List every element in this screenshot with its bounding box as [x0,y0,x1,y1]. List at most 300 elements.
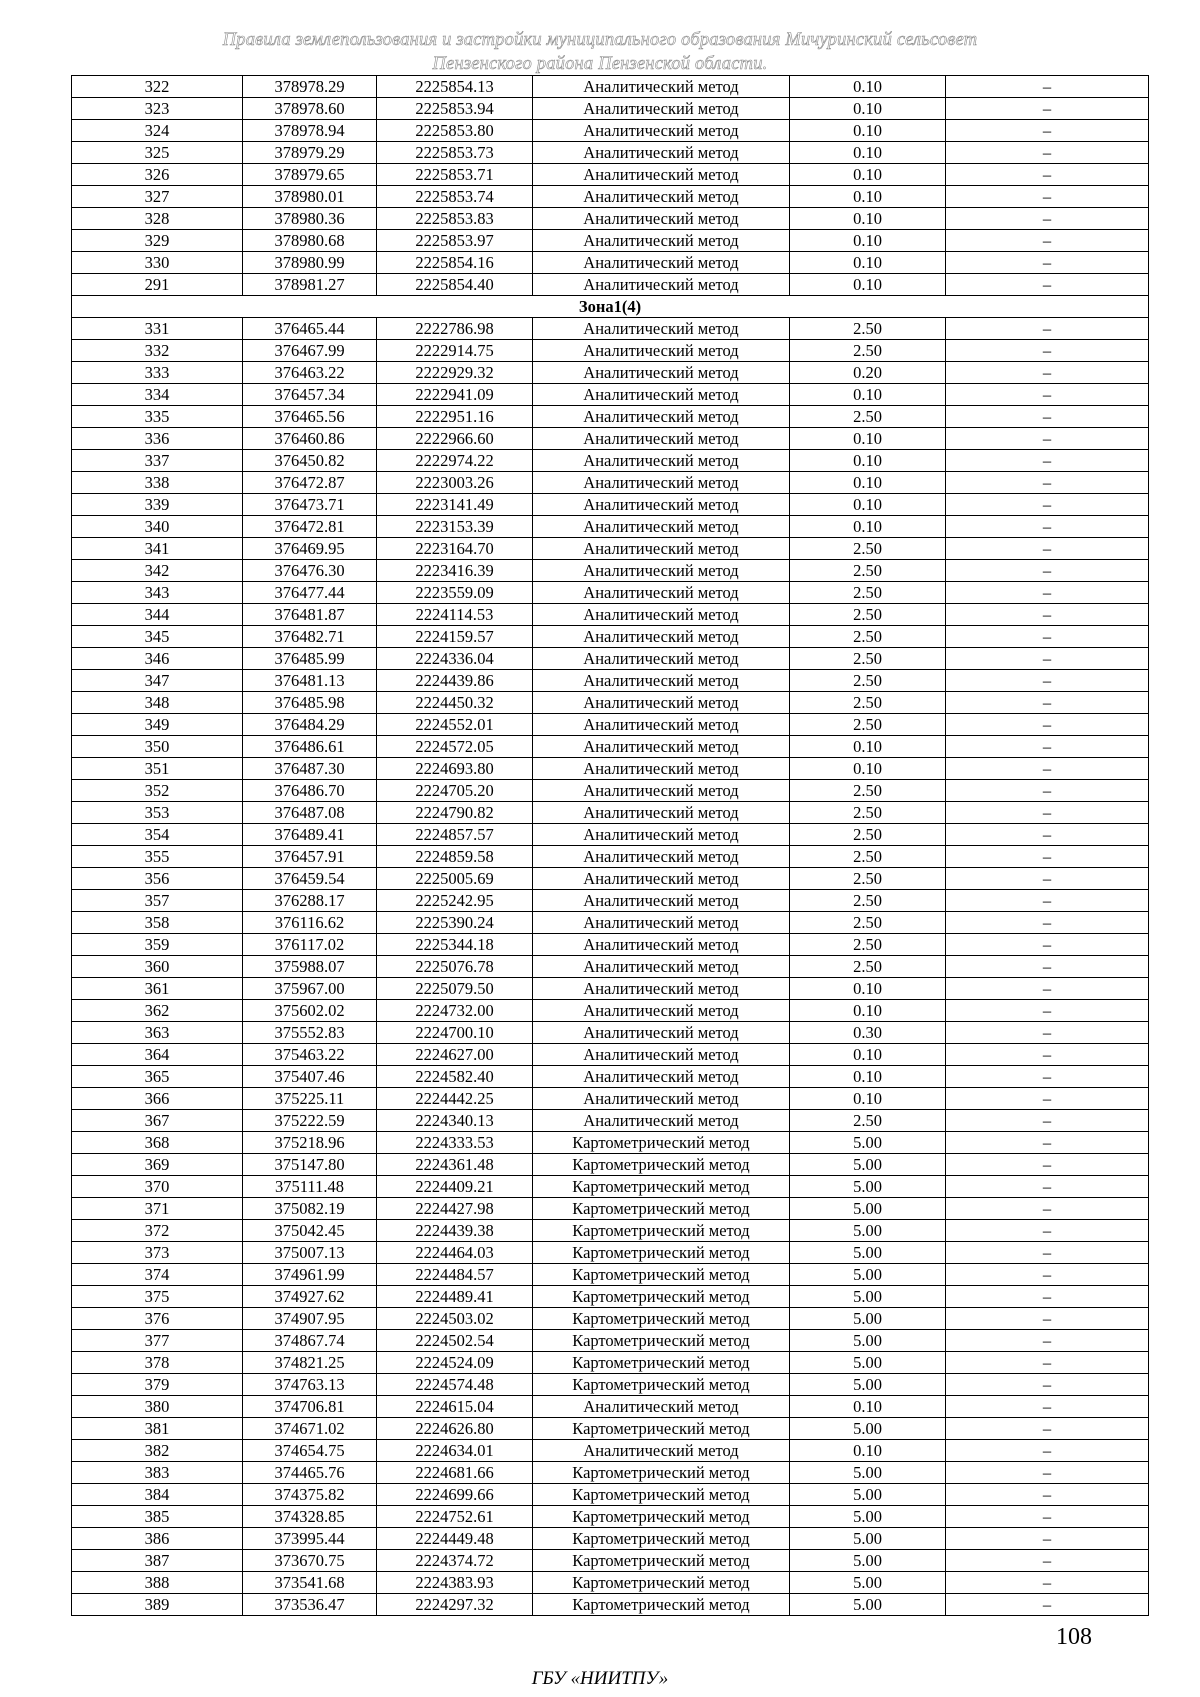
point-number-cell: 349 [72,714,243,736]
x-coordinate-cell: 375967.00 [243,978,377,1000]
table-row [72,1198,1149,1220]
accuracy-cell: 2.50 [790,780,946,802]
description-cell: – [946,780,1149,802]
y-coordinate-cell: 2222914.75 [377,340,533,362]
accuracy-cell: 5.00 [790,1330,946,1352]
method-cell: Картометрический метод [533,1286,790,1308]
point-number-cell: 368 [72,1132,243,1154]
table-row [72,1242,1149,1264]
table-row [72,1220,1149,1242]
accuracy-cell: 2.50 [790,538,946,560]
y-coordinate-cell: 2224693.80 [377,758,533,780]
x-coordinate-cell: 378979.65 [243,164,377,186]
table-row [72,428,1149,450]
description-cell: – [946,186,1149,208]
accuracy-cell: 5.00 [790,1308,946,1330]
accuracy-cell: 2.50 [790,692,946,714]
y-coordinate-cell: 2224450.32 [377,692,533,714]
accuracy-cell: 5.00 [790,1286,946,1308]
x-coordinate-cell: 374763.13 [243,1374,377,1396]
method-cell: Аналитический метод [533,1396,790,1418]
x-coordinate-cell: 374328.85 [243,1506,377,1528]
header-line-1: Правила землепользования и застройки муниципального образования Мичуринский сельсовет [222,30,978,50]
accuracy-cell: 5.00 [790,1374,946,1396]
x-coordinate-cell: 376482.71 [243,626,377,648]
table-row [72,164,1149,186]
table-row [72,1066,1149,1088]
method-cell: Аналитический метод [533,230,790,252]
y-coordinate-cell: 2224790.82 [377,802,533,824]
point-number-cell: 345 [72,626,243,648]
method-cell: Аналитический метод [533,208,790,230]
x-coordinate-cell: 376486.61 [243,736,377,758]
y-coordinate-cell: 2224574.48 [377,1374,533,1396]
method-cell: Аналитический метод [533,1066,790,1088]
method-cell: Картометрический метод [533,1528,790,1550]
y-coordinate-cell: 2225853.73 [377,142,533,164]
point-number-cell: 355 [72,846,243,868]
accuracy-cell: 5.00 [790,1154,946,1176]
accuracy-cell: 5.00 [790,1550,946,1572]
method-cell: Картометрический метод [533,1198,790,1220]
x-coordinate-cell: 378981.27 [243,274,377,296]
accuracy-cell: 5.00 [790,1176,946,1198]
point-number-cell: 381 [72,1418,243,1440]
table-row [72,538,1149,560]
method-cell: Аналитический метод [533,1044,790,1066]
x-coordinate-cell: 378978.60 [243,98,377,120]
x-coordinate-cell: 375007.13 [243,1242,377,1264]
method-cell: Аналитический метод [533,472,790,494]
accuracy-cell: 5.00 [790,1132,946,1154]
method-cell: Аналитический метод [533,384,790,406]
y-coordinate-cell: 2224361.48 [377,1154,533,1176]
document-footer: ГБУ «НИИТПУ» [531,1668,669,1689]
point-number-cell: 382 [72,1440,243,1462]
description-cell: – [946,1044,1149,1066]
x-coordinate-cell: 374907.95 [243,1308,377,1330]
table-row [72,582,1149,604]
point-number-cell: 387 [72,1550,243,1572]
y-coordinate-cell: 2225344.18 [377,934,533,956]
accuracy-cell: 2.50 [790,604,946,626]
y-coordinate-cell: 2224503.02 [377,1308,533,1330]
point-number-cell: 377 [72,1330,243,1352]
accuracy-cell: 2.50 [790,626,946,648]
x-coordinate-cell: 376465.44 [243,318,377,340]
y-coordinate-cell: 2224489.41 [377,1286,533,1308]
table-row [72,274,1149,296]
table-row [72,98,1149,120]
point-number-cell: 329 [72,230,243,252]
y-coordinate-cell: 2224297.32 [377,1594,533,1616]
x-coordinate-cell: 378980.36 [243,208,377,230]
point-number-cell: 351 [72,758,243,780]
accuracy-cell: 2.50 [790,582,946,604]
table-row [72,1594,1149,1616]
table-row [72,340,1149,362]
point-number-cell: 322 [72,76,243,98]
point-number-cell: 364 [72,1044,243,1066]
point-number-cell: 342 [72,560,243,582]
point-number-cell: 323 [72,98,243,120]
method-cell: Картометрический метод [533,1330,790,1352]
table-row [72,384,1149,406]
description-cell: – [946,142,1149,164]
accuracy-cell: 5.00 [790,1594,946,1616]
point-number-cell: 353 [72,802,243,824]
point-number-cell: 336 [72,428,243,450]
accuracy-cell: 0.10 [790,120,946,142]
table-row [72,648,1149,670]
y-coordinate-cell: 2224700.10 [377,1022,533,1044]
x-coordinate-cell: 374961.99 [243,1264,377,1286]
y-coordinate-cell: 2224333.53 [377,1132,533,1154]
y-coordinate-cell: 2222966.60 [377,428,533,450]
point-number-cell: 335 [72,406,243,428]
method-cell: Аналитический метод [533,890,790,912]
x-coordinate-cell: 375463.22 [243,1044,377,1066]
y-coordinate-cell: 2224732.00 [377,1000,533,1022]
table-row [72,670,1149,692]
point-number-cell: 385 [72,1506,243,1528]
y-coordinate-cell: 2224449.48 [377,1528,533,1550]
description-cell: – [946,692,1149,714]
table-row [72,714,1149,736]
x-coordinate-cell: 374706.81 [243,1396,377,1418]
coordinates-table-body [72,76,1149,1616]
description-cell: – [946,494,1149,516]
y-coordinate-cell: 2224442.25 [377,1088,533,1110]
description-cell: – [946,1066,1149,1088]
method-cell: Аналитический метод [533,252,790,274]
y-coordinate-cell: 2224572.05 [377,736,533,758]
table-row [72,1154,1149,1176]
point-number-cell: 373 [72,1242,243,1264]
description-cell: – [946,846,1149,868]
description-cell: – [946,252,1149,274]
description-cell: – [946,604,1149,626]
x-coordinate-cell: 376288.17 [243,890,377,912]
accuracy-cell: 2.50 [790,1110,946,1132]
description-cell: – [946,428,1149,450]
description-cell: – [946,1374,1149,1396]
table-row [72,142,1149,164]
point-number-cell: 384 [72,1484,243,1506]
description-cell: – [946,164,1149,186]
y-coordinate-cell: 2223164.70 [377,538,533,560]
accuracy-cell: 0.10 [790,1396,946,1418]
method-cell: Аналитический метод [533,714,790,736]
accuracy-cell: 0.10 [790,516,946,538]
y-coordinate-cell: 2224439.38 [377,1220,533,1242]
y-coordinate-cell: 2224427.98 [377,1198,533,1220]
accuracy-cell: 5.00 [790,1572,946,1594]
point-number-cell: 366 [72,1088,243,1110]
x-coordinate-cell: 374927.62 [243,1286,377,1308]
y-coordinate-cell: 2224857.57 [377,824,533,846]
accuracy-cell: 2.50 [790,912,946,934]
accuracy-cell: 2.50 [790,956,946,978]
table-row [72,736,1149,758]
y-coordinate-cell: 2223416.39 [377,560,533,582]
x-coordinate-cell: 375222.59 [243,1110,377,1132]
method-cell: Аналитический метод [533,1440,790,1462]
table-row [72,230,1149,252]
y-coordinate-cell: 2224681.66 [377,1462,533,1484]
method-cell: Аналитический метод [533,802,790,824]
description-cell: – [946,98,1149,120]
point-number-cell: 334 [72,384,243,406]
accuracy-cell: 5.00 [790,1220,946,1242]
header-line-2: Пензенского района Пензенской области. [432,54,768,74]
point-number-cell: 324 [72,120,243,142]
method-cell: Аналитический метод [533,494,790,516]
table-row [72,1396,1149,1418]
accuracy-cell: 0.10 [790,98,946,120]
description-cell: – [946,1418,1149,1440]
x-coordinate-cell: 376476.30 [243,560,377,582]
description-cell: – [946,736,1149,758]
accuracy-cell: 2.50 [790,890,946,912]
accuracy-cell: 0.10 [790,736,946,758]
x-coordinate-cell: 375082.19 [243,1198,377,1220]
method-cell: Картометрический метод [533,1462,790,1484]
y-coordinate-cell: 2224114.53 [377,604,533,626]
point-number-cell: 372 [72,1220,243,1242]
table-row [72,1418,1149,1440]
zone-header-row [72,296,1149,318]
accuracy-cell: 0.10 [790,1000,946,1022]
method-cell: Картометрический метод [533,1308,790,1330]
point-number-cell: 352 [72,780,243,802]
table-row [72,252,1149,274]
method-cell: Аналитический метод [533,362,790,384]
point-number-cell: 331 [72,318,243,340]
description-cell: – [946,538,1149,560]
x-coordinate-cell: 375407.46 [243,1066,377,1088]
accuracy-cell: 5.00 [790,1528,946,1550]
y-coordinate-cell: 2225853.74 [377,186,533,208]
description-cell: – [946,1308,1149,1330]
y-coordinate-cell: 2224336.04 [377,648,533,670]
method-cell: Аналитический метод [533,846,790,868]
y-coordinate-cell: 2224159.57 [377,626,533,648]
point-number-cell: 328 [72,208,243,230]
description-cell: – [946,824,1149,846]
page-number: 108 [1056,1624,1092,1650]
y-coordinate-cell: 2223141.49 [377,494,533,516]
accuracy-cell: 2.50 [790,868,946,890]
x-coordinate-cell: 376463.22 [243,362,377,384]
y-coordinate-cell: 2225854.13 [377,76,533,98]
y-coordinate-cell: 2224626.80 [377,1418,533,1440]
x-coordinate-cell: 376481.13 [243,670,377,692]
x-coordinate-cell: 376457.34 [243,384,377,406]
description-cell: – [946,868,1149,890]
point-number-cell: 333 [72,362,243,384]
method-cell: Картометрический метод [533,1594,790,1616]
point-number-cell: 379 [72,1374,243,1396]
table-row [72,846,1149,868]
accuracy-cell: 2.50 [790,670,946,692]
description-cell: – [946,406,1149,428]
table-row [72,1000,1149,1022]
table-row [72,406,1149,428]
x-coordinate-cell: 374671.02 [243,1418,377,1440]
x-coordinate-cell: 378980.01 [243,186,377,208]
table-row [72,1132,1149,1154]
y-coordinate-cell: 2224502.54 [377,1330,533,1352]
x-coordinate-cell: 376460.86 [243,428,377,450]
accuracy-cell: 5.00 [790,1242,946,1264]
description-cell: – [946,1286,1149,1308]
table-row [72,1330,1149,1352]
description-cell: – [946,714,1149,736]
x-coordinate-cell: 374867.74 [243,1330,377,1352]
y-coordinate-cell: 2224627.00 [377,1044,533,1066]
method-cell: Аналитический метод [533,956,790,978]
x-coordinate-cell: 376465.56 [243,406,377,428]
accuracy-cell: 2.50 [790,340,946,362]
method-cell: Картометрический метод [533,1176,790,1198]
y-coordinate-cell: 2225854.16 [377,252,533,274]
accuracy-cell: 0.10 [790,1440,946,1462]
table-row [72,1088,1149,1110]
accuracy-cell: 5.00 [790,1506,946,1528]
point-number-cell: 388 [72,1572,243,1594]
accuracy-cell: 5.00 [790,1264,946,1286]
x-coordinate-cell: 378978.29 [243,76,377,98]
description-cell: – [946,472,1149,494]
x-coordinate-cell: 375225.11 [243,1088,377,1110]
y-coordinate-cell: 2224859.58 [377,846,533,868]
table-row [72,1264,1149,1286]
accuracy-cell: 0.10 [790,274,946,296]
x-coordinate-cell: 375147.80 [243,1154,377,1176]
description-cell: – [946,1506,1149,1528]
y-coordinate-cell: 2225853.94 [377,98,533,120]
method-cell: Аналитический метод [533,626,790,648]
description-cell: – [946,516,1149,538]
method-cell: Аналитический метод [533,406,790,428]
table-row [72,1550,1149,1572]
coordinates-table [71,75,1149,1616]
description-cell: – [946,978,1149,1000]
method-cell: Аналитический метод [533,1022,790,1044]
table-row [72,626,1149,648]
method-cell: Аналитический метод [533,758,790,780]
table-row [72,1484,1149,1506]
description-cell: – [946,1440,1149,1462]
x-coordinate-cell: 376450.82 [243,450,377,472]
accuracy-cell: 0.10 [790,1044,946,1066]
point-number-cell: 346 [72,648,243,670]
table-row [72,978,1149,1000]
point-number-cell: 357 [72,890,243,912]
accuracy-cell: 2.50 [790,560,946,582]
description-cell: – [946,1022,1149,1044]
accuracy-cell: 0.20 [790,362,946,384]
description-cell: – [946,1484,1149,1506]
table-row [72,934,1149,956]
table-row [72,1352,1149,1374]
y-coordinate-cell: 2224374.72 [377,1550,533,1572]
accuracy-cell: 0.10 [790,450,946,472]
table-row [72,1176,1149,1198]
table-row [72,560,1149,582]
table-row [72,208,1149,230]
point-number-cell: 360 [72,956,243,978]
x-coordinate-cell: 373670.75 [243,1550,377,1572]
table-row [72,956,1149,978]
accuracy-cell: 0.10 [790,428,946,450]
description-cell: – [946,1528,1149,1550]
table-row [72,692,1149,714]
description-cell: – [946,1396,1149,1418]
x-coordinate-cell: 378980.68 [243,230,377,252]
x-coordinate-cell: 376472.81 [243,516,377,538]
accuracy-cell: 0.10 [790,978,946,1000]
description-cell: – [946,582,1149,604]
description-cell: – [946,1550,1149,1572]
description-cell: – [946,1594,1149,1616]
method-cell: Аналитический метод [533,428,790,450]
table-row [72,1506,1149,1528]
x-coordinate-cell: 373536.47 [243,1594,377,1616]
x-coordinate-cell: 376457.91 [243,846,377,868]
y-coordinate-cell: 2224439.86 [377,670,533,692]
accuracy-cell: 5.00 [790,1352,946,1374]
table-row [72,824,1149,846]
table-row [72,1572,1149,1594]
method-cell: Аналитический метод [533,824,790,846]
accuracy-cell: 0.10 [790,186,946,208]
point-number-cell: 347 [72,670,243,692]
point-number-cell: 332 [72,340,243,362]
point-number-cell: 343 [72,582,243,604]
method-cell: Картометрический метод [533,1572,790,1594]
method-cell: Картометрический метод [533,1374,790,1396]
point-number-cell: 325 [72,142,243,164]
point-number-cell: 337 [72,450,243,472]
x-coordinate-cell: 376484.29 [243,714,377,736]
y-coordinate-cell: 2223153.39 [377,516,533,538]
method-cell: Аналитический метод [533,604,790,626]
table-row [72,890,1149,912]
description-cell: – [946,1154,1149,1176]
point-number-cell: 339 [72,494,243,516]
x-coordinate-cell: 374375.82 [243,1484,377,1506]
y-coordinate-cell: 2225005.69 [377,868,533,890]
description-cell: – [946,230,1149,252]
y-coordinate-cell: 2225242.95 [377,890,533,912]
point-number-cell: 362 [72,1000,243,1022]
accuracy-cell: 5.00 [790,1198,946,1220]
y-coordinate-cell: 2224409.21 [377,1176,533,1198]
point-number-cell: 386 [72,1528,243,1550]
method-cell: Картометрический метод [533,1242,790,1264]
x-coordinate-cell: 376459.54 [243,868,377,890]
point-number-cell: 378 [72,1352,243,1374]
point-number-cell: 365 [72,1066,243,1088]
accuracy-cell: 2.50 [790,648,946,670]
x-coordinate-cell: 376467.99 [243,340,377,362]
method-cell: Картометрический метод [533,1264,790,1286]
x-coordinate-cell: 376473.71 [243,494,377,516]
x-coordinate-cell: 376116.62 [243,912,377,934]
description-cell: – [946,1198,1149,1220]
